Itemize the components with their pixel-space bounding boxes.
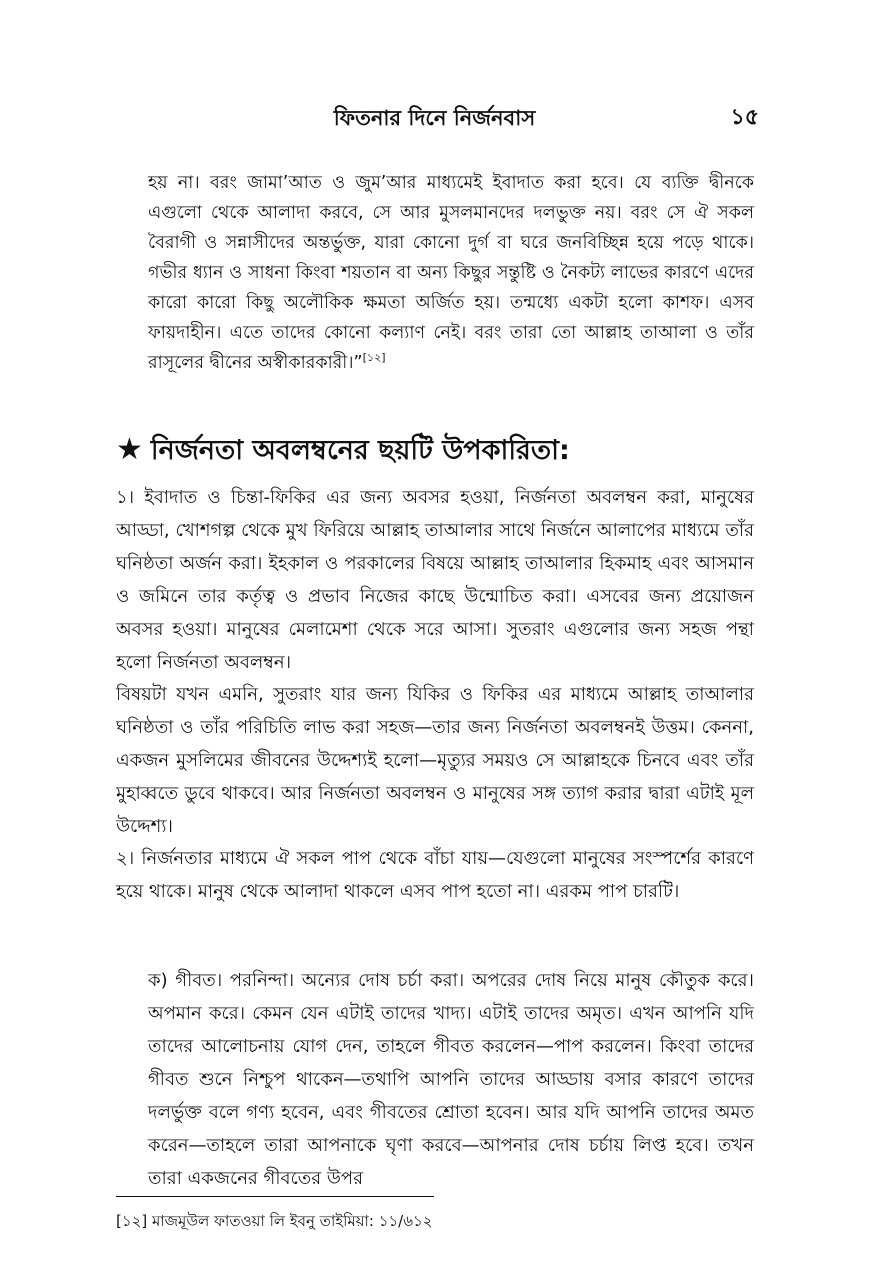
page-number: ১৫ [730, 105, 759, 130]
quote-text: হয় না। বরং জামা’আত ও জুম’আর মাধ্যমেই ইবাদাত করা হবে। যে ব্যক্তি দ্বীনকে এগুলো থেকে আলাদা করবে, সে আর মুসলমানদের দলভুক্ত নয়। বরং সে ঐ সকল বৈরাগী ও সন্নাসীদের অন্তর্ভুক্ত, যারা কোনো দুর্গ বা ঘরে জনবিচ্ছিন্ন হয়ে পড়ে থাকে। গভীর ধ্যান ও সাধনা কিংবা শয়তান বা অন্য কিছুর সন্তুষ্টি ও নৈকট্য লাভের কারণে এদের কারো কারো কিছু অলৌকিক ক্ষমতা অর্জিত হয়। তন্মধ্যে একটা হলো কাশফ। এসব ফায়দাহীন। এতে তাদের কোনো কল্যাণ নেই। বরং তারা তো আল্লাহ তাআলা ও তাঁর রাসূলের দ্বীনের অস্বীকারকারী।” [148, 173, 754, 373]
footnote-reference[interactable]: [১২] [362, 351, 386, 365]
running-title: ফিতনার দিনে নির্জনবাস [333, 106, 536, 130]
star-icon: ★ [116, 432, 143, 467]
running-header [0, 100, 869, 136]
block-quote [148, 168, 754, 378]
paragraph-benefit-1-continued: বিষয়টা যখন এমনি, সুতরাং যার জন্য যিকির ও ফিকির এর মাধ্যমে আল্লাহ তাআলার ঘনিষ্ঠতা ও তাঁর পরিচিতি লাভ করা সহজ—তার জন্য নির্জনতা অবলম্বনই উত্তম। কেননা, একজন মুসলিমের জীবনের উদ্দেশ্যই হলো—মৃত্যুর সময়ও সে আল্লাহকে চিনবে এবং তাঁর মুহাব্বতে ডুবে থাকবে। আর নির্জনতা অবলম্বন ও মানুষের সঙ্গ ত্যাগ করার দ্বারা এটাই মূল উদ্দেশ্য। [116, 684, 754, 837]
sub-paragraph-ka: ক) গীবত। পরনিন্দা। অন্যের দোষ চর্চা করা। অপরের দোষ নিয়ে মানুষ কৌতুক করে। অপমান করে। কেমন যেন এটাই তাদের খাদ্য। এটাই তাদের অমৃত। এখন আপনি যদি তাদের আলোচনায় যোগ দেন, তাহলে গীবত করলেন—পাপ করলেন। কিংবা তাদের গীবত শুনে নিশ্চুপ থাকেন—তথাপি আপনি তাদের আড্ডায় বসার কারণে তাদের দলর্ভুক্ত বলে গণ্য হবেন, এবং গীবতের শ্রোতা হবেন। আর যদি আপনি তাদের অমত করেন—তাহলে তারা আপনাকে ঘৃণা করবে—আপনার দোষ চর্চায় লিপ্ত হবে। তখন তারা একজনের গীবতের উপর [148, 970, 754, 1189]
section-heading-text: নির্জনতা অবলম্বনের ছয়টি উপকারিতা: [150, 435, 570, 466]
paragraph-benefit-1: ১। ইবাদাত ও চিন্তা-ফিকির এর জন্য অবসর হওয়া, নির্জনতা অবলম্বন করা, মানুষের আড্ডা, খোশগল্প থেকে মুখ ফিরিয়ে আল্লাহ তাআলার সাথে নির্জনে আলাপের মাধ্যমে তাঁর ঘনিষ্ঠতা অর্জন করা। ইহকাল ও পরকালের বিষয়ে আল্লাহ তাআলার হিকমাহ এবং আসমান ও জমিনে তার কর্তৃত্ব ও প্রভাব নিজের কাছে উন্মোচিত করা। এসবের জন্য প্রয়োজন অবসর হওয়া। মানুষের মেলামেশা থেকে সরে আসা। সুতরাং এগুলোর জন্য সহজ পন্থা হলো নির্জনতা অবলম্বন। [116, 487, 754, 673]
footnote: [১২] মাজমূউল ফাতওয়া লি ইবনু তাইমিয়া: ১১/৬১২ [116, 1212, 433, 1230]
section-heading [116, 428, 766, 473]
footnote-divider [116, 1196, 434, 1197]
paragraph-benefit-2: ২। নির্জনতার মাধ্যমে ঐ সকল পাপ থেকে বাঁচা যায়—যেগুলো মানুষের সংস্পর্শের কারণে হয়ে থাকে। মানুষ থেকে আলাদা থাকলে এসব পাপ হতো না। এরকম পাপ চারটি। [116, 848, 754, 902]
